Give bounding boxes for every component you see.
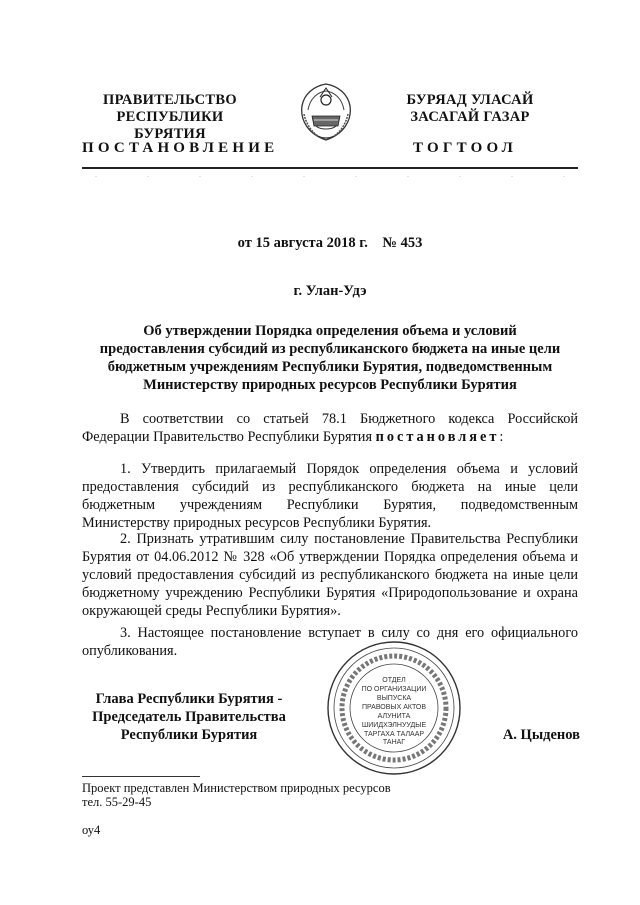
footnote-line1: Проект представлен Министерством природных ресурсов: [82, 781, 391, 795]
header-left-line1: ПРАВИТЕЛЬСТВО: [103, 92, 237, 108]
document-title: [82, 322, 578, 394]
official-seal-icon: [326, 640, 462, 776]
emblem-icon: [296, 80, 356, 144]
title-line4: Министерству природных ресурсов Республики Бурятия: [143, 377, 517, 393]
footnote-line2: тел. 55-29-45: [82, 795, 152, 809]
header-left-org: [82, 92, 258, 143]
title-line1: Об утверждении Порядка определения объема и условий: [143, 323, 517, 339]
stamp-line4: ПРАВОВЫХ АКТОВ: [361, 704, 427, 711]
intro-keyword: постановляет: [375, 429, 500, 445]
stamp-line5: АЛУНИТА: [377, 713, 411, 720]
item-2: 2. Признать утратившим силу постановление Правительства Республики Бурятия от 04.06.2012 № 328 «Об утверждении Порядка определения объема и условий предоставления субсидий из республиканского бюджета на иные цели бюджетному учреждению Республики Бурятия «Природопользование и охрана окружающей среды Республики Бурятия».: [82, 531, 578, 619]
signatory-name: А. Цыденов: [502, 727, 580, 743]
signatory-position: [82, 690, 296, 744]
stamp-line2: ПО ОРГАНИЗАЦИИ: [361, 686, 427, 693]
stamp-line1: ОТДЕЛ: [382, 677, 406, 684]
document-code: оу4: [82, 823, 101, 837]
position-line3: Республики Бурятия: [120, 727, 258, 743]
date-number: от 15 августа 2018 г. № 453: [237, 235, 423, 251]
stamp-line6: ШИИДХЭЛНУУДЫЕ: [361, 722, 427, 729]
title-line3: бюджетным учреждениям Республики Бурятия, подведомственным: [107, 359, 553, 375]
header-right-org: [400, 92, 540, 126]
header-dotted-line: [82, 176, 578, 177]
title-line2: предоставления субсидий из республиканского бюджета на иные цели: [99, 341, 561, 357]
item-3: 3. Настоящее постановление вступает в силу со дня его официального опубликования.: [82, 625, 578, 659]
header-left-line2: РЕСПУБЛИКИ БУРЯТИЯ: [116, 109, 224, 142]
city: г. Улан-Удэ: [293, 283, 367, 299]
footnote: [82, 781, 391, 809]
intro-text: В соответствии со статьей 78.1 Бюджетного кодекса Российской Федерации Правительство Республики Бурятия: [82, 411, 578, 445]
position-line2: Председатель Правительства: [92, 709, 286, 725]
stamp-line8: ТАНАГ: [382, 739, 406, 746]
header-divider: [82, 167, 578, 169]
intro-paragraph: [82, 410, 578, 446]
header-right-line1: БУРЯАД УЛАСАЙ: [406, 92, 534, 108]
stamp-line7: ТАРГАХА ТАЛААР: [363, 731, 425, 738]
header-right-line2: ЗАСАГАЙ ГАЗАР: [410, 109, 530, 125]
doc-type-right: ТОГТООЛ: [413, 140, 517, 156]
position-line1: Глава Республики Бурятия -: [95, 691, 283, 707]
stamp-line3: ВЫПУСКА: [376, 695, 412, 702]
footnote-divider: [82, 776, 200, 777]
item-1: 1. Утвердить прилагаемый Порядок определения объема и условий предоставления субсидий из республиканского бюджета на иные цели бюджетным учреждениям Республики Бурятия, подведомственным Министерству природных ресурсов Республики Бурятия.: [82, 461, 578, 531]
intro-end: :: [499, 429, 504, 445]
doc-type-left: ПОСТАНОВЛЕНИЕ: [82, 140, 279, 156]
